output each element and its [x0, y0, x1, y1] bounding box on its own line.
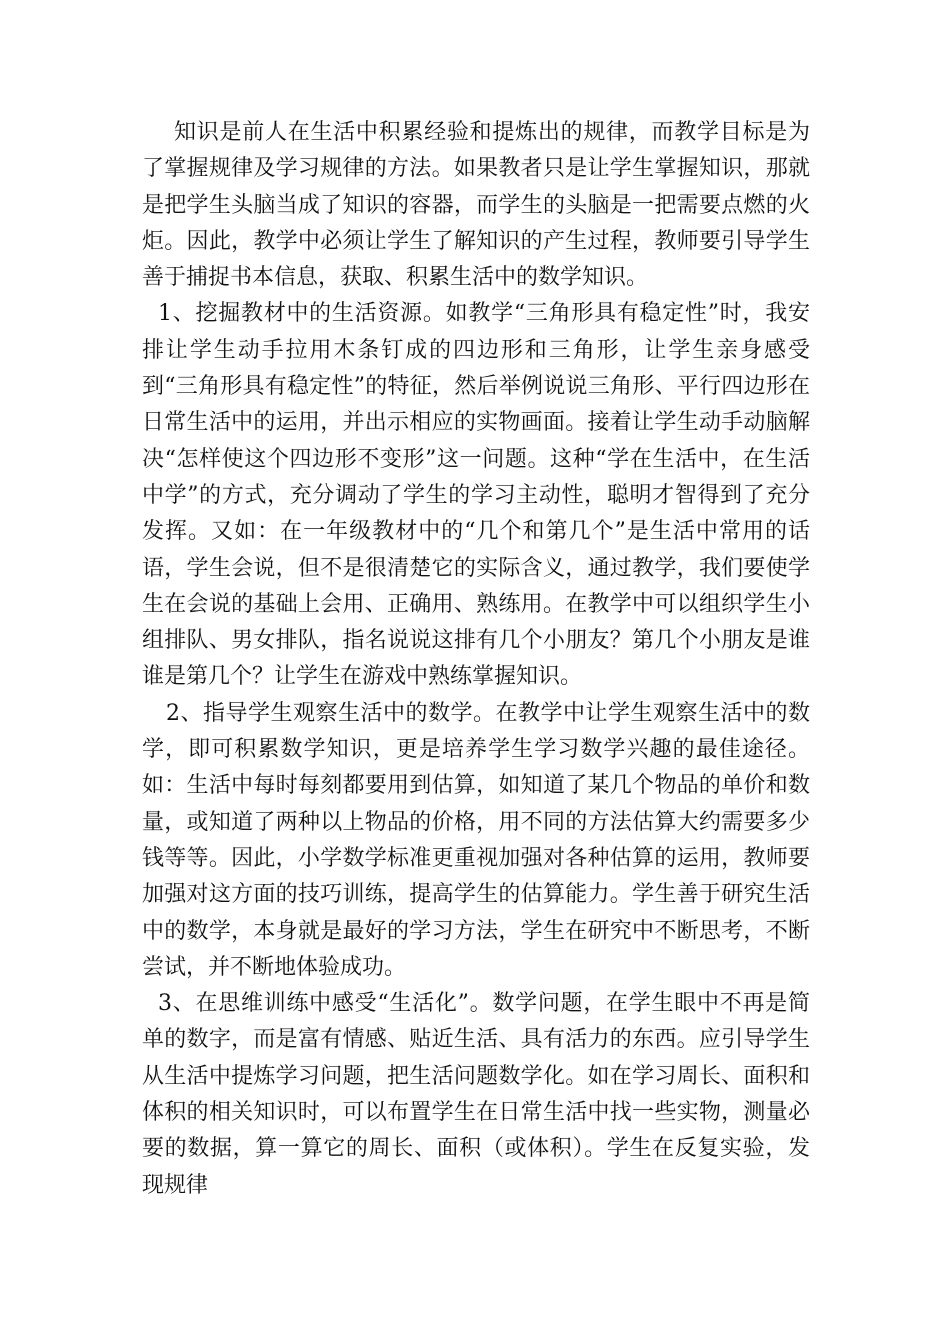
document-body: [142, 115, 810, 1204]
paragraph-intro: 知识是前人在生活中积累经验和提炼出的规律，而教学目标是为了掌握规律及学习规律的方法。如果教者只是让学生掌握知识，那就是把学生头脑当成了知识的容器，而学生的头脑是一把需要点燃的火炬。因此，教学中必须让学生了解知识的产生过程，教师要引导学生善于捕捉书本信息，获取、积累生活中的数学知识。: [142, 120, 810, 291]
paragraph-point-1: 1、挖掘教材中的生活资源。如教学“三角形具有稳定性”时，我安排让学生动手拉用木条钉成的四边形和三角形，让学生亲身感受到“三角形具有稳定性”的特征，然后举例说说三角形、平行四边形在日常生活中的运用，并出示相应的实物画面。接着让学生动手动脑解决“怎样使这个四边形不变形”这一问题。这种“学在生活中，在生活中学”的方式，充分调动了学生的学习主动性，聪明才智得到了充分发挥。又如：在一年级教材中的“几个和第几个”是生活中常用的话语，学生会说，但不是很清楚它的实际含义，通过教学，我们要使学生在会说的基础上会用、正确用、熟练用。在教学中可以组织学生小组排队、男女排队，指名说说这排有几个小朋友？第几个小朋友是谁谁是第几个？让学生在游戏中熟练掌握知识。: [142, 301, 810, 690]
paragraph-point-3: 3、在思维训练中感受“生活化”。数学问题，在学生眼中不再是简单的数字，而是富有情感、贴近生活、具有活力的东西。应引导学生从生活中提炼学习问题，把生活问题数学化。如在学习周长、面积和体积的相关知识时，可以布置学生在日常生活中找一些实物，测量必要的数据，算一算它的周长、面积（或体积）。学生在反复实验，发现规律: [142, 991, 810, 1198]
paragraph-point-2: 2、指导学生观察生活中的数学。在教学中让学生观察生活中的数学，即可积累数学知识，更是培养学生学习数学兴趣的最佳途径。如：生活中每时每刻都要用到估算，如知道了某几个物品的单价和数量，或知道了两种以上物品的价格，用不同的方法估算大约需要多少钱等等。因此，小学数学标准更重视加强对各种估算的运用，教师要加强对这方面的技巧训练，提高学生的估算能力。学生善于研究生活中的数学，本身就是最好的学习方法，学生在研究中不断思考，不断尝试，并不断地体验成功。: [142, 700, 810, 980]
